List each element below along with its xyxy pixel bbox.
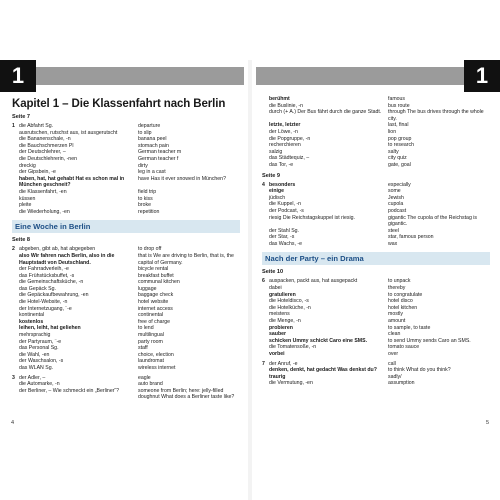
german-term: der Star, -s (269, 234, 295, 241)
vocab-entry (262, 278, 490, 285)
german-term: die Kuppel, -n (269, 201, 302, 208)
exercise-number (12, 253, 19, 266)
german-term: dabei (269, 285, 282, 292)
vocab-entry (12, 189, 240, 196)
german-term: haben, hat, hat gehabt Hat es schon mal in München geschneit? (19, 175, 125, 189)
vocab-entry (12, 143, 240, 150)
vocab-entry (262, 234, 490, 241)
exercise-number (12, 189, 19, 196)
german-term: das Gepäck Sg. (19, 285, 56, 292)
exercise-number (12, 325, 19, 332)
exercise-number (262, 234, 269, 241)
exercise-number (12, 299, 19, 306)
exercise-number (12, 306, 19, 313)
english-translation: gate, goal (388, 161, 411, 168)
german-term: die Buslinie, -n (269, 102, 304, 109)
vocab-entry (262, 361, 490, 368)
german-term: die Tomatensoße, -n (269, 344, 317, 351)
german-term: der Gipsbein, -e (19, 169, 56, 176)
german-term: also Wir fahren nach Berlin, also in die Hauptstadt von Deutschland. (19, 252, 115, 266)
exercise-number (12, 130, 19, 137)
exercise-number (12, 136, 19, 143)
exercise-number: 4 (262, 181, 265, 188)
english-translation: free of charge (138, 318, 171, 325)
vocab-entry (262, 201, 490, 208)
german-term: schicken Ummy schickt Caro eine SMS. (269, 337, 368, 344)
vocab-entry (262, 285, 490, 292)
exercise-number: 3 (12, 374, 15, 381)
vocab-entry (262, 380, 490, 387)
english-translation: broke (138, 202, 151, 209)
vocab-entry (262, 325, 490, 332)
german-term: der Stahl Sg. (269, 227, 299, 234)
vocab-entry (262, 318, 490, 325)
exercise-number (262, 338, 269, 345)
german-term: die Bauchschmerzen Pl (19, 142, 74, 149)
german-term: meistens (269, 311, 290, 318)
german-term: die Wahl, -en (19, 351, 50, 358)
vocab-entry (262, 188, 490, 195)
english-translation: luggage (138, 285, 157, 292)
english-translation: to congratulate (388, 291, 423, 298)
english-translation: leg in a cast (138, 169, 166, 176)
english-translation: stomach pain (138, 142, 169, 149)
german-term: die Abfahrt Sg. (19, 123, 54, 129)
exercise-number (262, 109, 269, 122)
english-translation: wax (388, 240, 398, 247)
english-translation: hotel disco (388, 298, 413, 305)
vocab-entry (12, 209, 240, 216)
german-term: das Städtequiz, – (269, 155, 310, 162)
vocab-entry (12, 136, 240, 143)
vocab-entry (262, 155, 490, 162)
exercise-number (12, 332, 19, 339)
vocab-entry (12, 375, 240, 382)
vocab-entry (12, 196, 240, 203)
english-translation: amount (388, 318, 406, 325)
page-number-right: 5 (485, 420, 489, 426)
vocab-entry (12, 358, 240, 365)
page-reference: Seite 7 (12, 114, 31, 120)
exercise-number (262, 215, 269, 228)
english-translation: internet access (138, 305, 173, 312)
english-translation: podcast (388, 207, 407, 214)
exercise-number (262, 344, 269, 351)
vocab-entry (262, 351, 490, 358)
english-translation: to drop off (138, 246, 162, 253)
english-translation: Jewish (388, 194, 404, 201)
english-translation: to send Ummy sends Caro an SMS. (388, 337, 471, 344)
page-reference: Seite 10 (262, 269, 284, 276)
exercise-number (12, 352, 19, 359)
vocab-entry (262, 311, 490, 318)
german-term: besonders (269, 181, 296, 188)
german-term: mehrsprachig (19, 332, 51, 339)
german-term: pleite (19, 202, 32, 209)
english-translation: clean (388, 331, 401, 338)
german-term: die Automarke, -n (19, 381, 60, 388)
vocab-entry (262, 96, 490, 103)
exercise-number (262, 129, 269, 136)
german-term: probieren (269, 324, 293, 331)
vocab-entry (262, 338, 490, 345)
vocab-entry (262, 208, 490, 215)
vocab-entry (12, 319, 240, 326)
german-term: der Podcast, -s (269, 207, 304, 214)
english-translation: steel (388, 227, 399, 234)
vocab-entry (262, 103, 490, 110)
english-translation: famous (388, 96, 406, 102)
exercise-number (12, 339, 19, 346)
right-vocab-list (262, 96, 490, 387)
exercise-number (12, 292, 19, 299)
vocab-entry (12, 123, 240, 130)
german-term: küssen (19, 195, 36, 202)
english-translation: hotel kitchen (388, 304, 418, 311)
vocab-entry (262, 241, 490, 248)
german-term: der Deutschlehrer, – (19, 149, 66, 156)
vocab-entry (12, 299, 240, 306)
english-translation: especially (388, 181, 411, 188)
section-heading: Nach der Party – ein Drama (262, 252, 490, 265)
english-translation: to think What do you think? (388, 367, 451, 374)
vocab-entry (262, 109, 490, 122)
exercise-number (12, 365, 19, 372)
exercise-number: 6 (262, 278, 265, 285)
vocab-entry (12, 202, 240, 209)
english-translation: breakfast buffet (138, 272, 174, 279)
exercise-number (262, 155, 269, 162)
german-term: die Menge, -n (269, 318, 301, 325)
english-translation: cupola (388, 201, 404, 208)
english-translation: field trip (138, 188, 157, 195)
german-term: die Wiederholung, -en (19, 208, 70, 215)
exercise-number (262, 195, 269, 202)
english-translation: to unpack (388, 278, 411, 285)
english-translation: through The bus drives through the whole city. (388, 109, 484, 122)
english-translation: wireless internet (138, 365, 176, 371)
vocab-entry (12, 365, 240, 372)
german-term: ausrutschen, rutschst aus, ist ausgerutscht (19, 129, 118, 136)
exercise-number (262, 311, 269, 318)
english-translation: eagle (138, 374, 151, 381)
exercise-number (12, 312, 19, 319)
german-term: auspacken, packt aus, hat ausgepackt (269, 278, 358, 285)
german-term: die Hoteldisco, -s (269, 298, 309, 305)
exercise-number (262, 325, 269, 332)
english-translation: someone from Berlin; here: jelly-filled doughnut What does a Berliner taste like? (138, 387, 235, 401)
vocab-entry (12, 273, 240, 280)
vocab-entry (262, 162, 490, 169)
left-page-column (12, 96, 240, 401)
vocab-entry (262, 292, 490, 299)
chapter-band-left (0, 67, 244, 85)
german-term: die Gepäckaufbewahrung, -en (19, 292, 89, 299)
german-term: traurig (269, 373, 286, 380)
german-term: das Frühstücksbuffet, -s (19, 272, 75, 279)
german-term: kontinental (19, 312, 45, 319)
vocab-entry (262, 129, 490, 136)
exercise-number (262, 241, 269, 248)
english-translation: sadly/ (388, 373, 402, 380)
exercise-number (262, 188, 269, 195)
vocab-entry (262, 215, 490, 228)
exercise-number (262, 149, 269, 156)
vocab-entry (12, 292, 240, 299)
english-translation: lion (388, 128, 397, 135)
german-term: das Personal Sg. (19, 345, 59, 352)
english-translation: that is We are driving to Berlin, that is, the capital of Germany. (138, 252, 234, 266)
vocab-entry (262, 182, 490, 189)
german-term: der Berliner, – Wie schmeckt ein „Berliner“? (19, 387, 120, 394)
german-term: die Klassenfahrt, -en (19, 188, 67, 195)
german-term: salzig (269, 148, 283, 155)
german-term: gratulieren (269, 291, 296, 298)
english-translation: over (388, 351, 399, 357)
english-translation: call (388, 360, 396, 367)
english-translation: bus route (388, 102, 410, 109)
exercise-number (262, 305, 269, 312)
german-term: das Wachs, -e (269, 240, 302, 247)
english-translation: German teacher m (138, 149, 182, 156)
german-term: berühmt (269, 96, 290, 102)
vocab-entry (12, 163, 240, 170)
german-term: durch (+ A.) Der Bus fährt durch die ganze Stadt. (269, 109, 382, 116)
english-translation: salty (388, 148, 399, 155)
german-term: das Tor, -e (269, 161, 294, 168)
english-translation: departure (138, 123, 161, 129)
german-term: die Gemeinschaftsküche, -n (19, 279, 84, 286)
exercise-number (262, 136, 269, 143)
english-translation: laundromat (138, 358, 164, 365)
english-translation: auto brand (138, 381, 163, 388)
exercise-number (12, 381, 19, 388)
exercise-number (262, 298, 269, 305)
english-translation: choice, election (138, 351, 174, 358)
exercise-number (262, 374, 269, 381)
page-reference: Seite 8 (12, 237, 31, 244)
vocab-entry (12, 176, 240, 189)
english-translation: baggage check (138, 292, 174, 299)
exercise-number (12, 358, 19, 365)
exercise-number (12, 176, 19, 189)
english-translation: to kiss (138, 195, 153, 202)
vocab-entry (12, 279, 240, 286)
vocab-entry (12, 266, 240, 273)
vocab-entry (12, 312, 240, 319)
exercise-number (12, 202, 19, 209)
german-term: recherchieren (269, 142, 301, 149)
exercise-number (262, 351, 269, 358)
exercise-number (12, 388, 19, 401)
english-translation: continental (138, 312, 164, 319)
german-term: leihen, leiht, hat geliehen (19, 325, 81, 332)
english-translation: to sample, to taste (388, 324, 431, 331)
english-translation: star, famous person (388, 234, 434, 241)
page-gutter (248, 60, 252, 500)
vocab-entry (262, 305, 490, 312)
vocab-entry (262, 195, 490, 202)
exercise-number (12, 279, 19, 286)
english-translation: to research (388, 142, 414, 149)
vocab-entry (12, 306, 240, 313)
vocab-entry (12, 156, 240, 163)
vocab-entry (262, 298, 490, 305)
german-term: die Hotelküche, -n (269, 304, 311, 311)
exercise-number (262, 201, 269, 208)
vocab-entry (12, 388, 240, 401)
german-term: der Fahrradverleih, -e (19, 266, 69, 273)
exercise-number (12, 345, 19, 352)
right-page-column (262, 96, 490, 387)
exercise-number (12, 266, 19, 273)
exercise-number (12, 319, 19, 326)
exercise-number (12, 273, 19, 280)
english-translation: hotel website (138, 299, 169, 306)
exercise-number (262, 380, 269, 387)
vocab-entry (262, 122, 490, 129)
english-translation: gigantic The cupola of the Reichstag is gigantic. (388, 214, 478, 228)
exercise-number (12, 169, 19, 176)
english-translation: to lend (138, 325, 154, 332)
german-term: vorbei (269, 351, 285, 357)
german-term: riesig Die Reichstagskuppel ist riesig. (269, 214, 355, 221)
german-term: die Bananenschale, -n (19, 136, 71, 143)
exercise-number (262, 103, 269, 110)
english-translation: bicycle rental (138, 266, 169, 273)
german-term: der Internetzugang, ¨-e (19, 305, 72, 312)
german-term: der Adler, – (19, 374, 46, 381)
english-translation: German teacher f (138, 155, 179, 162)
vocab-entry (12, 325, 240, 332)
german-term: letzte, letzter (269, 122, 301, 129)
german-term: sauber (269, 331, 287, 338)
english-translation: pop group (388, 135, 412, 142)
english-translation: party room (138, 338, 163, 345)
section-heading: Eine Woche in Berlin (12, 220, 240, 233)
english-translation: some (388, 188, 401, 195)
exercise-number (262, 285, 269, 292)
german-term: der Löwe, -n (269, 128, 298, 135)
vocab-entry (262, 344, 490, 351)
vocab-entry (262, 136, 490, 143)
page-reference: Seite 9 (262, 172, 281, 179)
vocab-entry (12, 339, 240, 346)
exercise-number (262, 318, 269, 325)
exercise-number (12, 209, 19, 216)
english-translation: communal kitchen (138, 279, 180, 286)
vocab-entry (12, 253, 240, 266)
english-translation: banana peel (138, 136, 167, 143)
german-term: kostenlos (19, 318, 44, 325)
vocab-entry (262, 142, 490, 149)
exercise-number (12, 286, 19, 293)
german-term: der Partyraum, ¨-e (19, 338, 62, 345)
vocab-entry (262, 331, 490, 338)
english-translation: dirty (138, 162, 148, 169)
english-translation: staff (138, 345, 148, 352)
page-number-left: 4 (11, 420, 15, 426)
english-translation: assumption (388, 380, 415, 387)
vocab-entry (12, 286, 240, 293)
english-translation: thereby (388, 285, 406, 292)
english-translation: last, final (388, 122, 409, 129)
chapter-title: Kapitel 1 – Die Klassenfahrt nach Berlin (12, 98, 226, 110)
exercise-number (262, 142, 269, 149)
exercise-number (262, 122, 269, 129)
vocab-entry (262, 367, 490, 374)
german-term: der Waschsalon, -s (19, 358, 64, 365)
german-term: die Popgruppe, -n (269, 135, 311, 142)
chapter-number-right: 1 (464, 60, 500, 92)
german-term: die Deutschlehrerin, -nen (19, 155, 77, 162)
exercise-number: 1 (12, 123, 15, 129)
vocab-entry (12, 352, 240, 359)
vocab-entry (12, 149, 240, 156)
english-translation: city quiz (388, 155, 407, 162)
exercise-number (12, 149, 19, 156)
exercise-number (12, 143, 19, 150)
english-translation: tomato sauce (388, 344, 420, 351)
vocab-entry (262, 228, 490, 235)
vocab-entry (12, 381, 240, 388)
english-translation: mostly (388, 311, 403, 318)
vocab-entry (262, 149, 490, 156)
exercise-number (12, 196, 19, 203)
german-term: das WLAN Sg. (19, 365, 54, 371)
german-term: jüdisch (269, 194, 286, 201)
german-term: der Anruf, -e (269, 360, 298, 367)
vocab-entry (12, 345, 240, 352)
exercise-number (12, 156, 19, 163)
vocab-entry (12, 246, 240, 253)
exercise-number (12, 163, 19, 170)
exercise-number (262, 331, 269, 338)
german-term: einige (269, 188, 284, 195)
english-translation: to slip (138, 129, 152, 136)
german-term: die Vermutung, -en (269, 380, 313, 387)
exercise-number (262, 162, 269, 169)
exercise-number (262, 228, 269, 235)
german-term: abgeben, gibt ab, hat abgegeben (19, 246, 96, 253)
vocab-entry (12, 130, 240, 137)
vocab-entry (12, 332, 240, 339)
vocab-entry (12, 169, 240, 176)
left-vocab-list (12, 114, 240, 401)
vocab-entry (262, 374, 490, 381)
exercise-number (262, 208, 269, 215)
chapter-number-left: 1 (0, 60, 36, 92)
exercise-number: 7 (262, 360, 265, 367)
english-translation: repetition (138, 208, 160, 215)
exercise-number (262, 96, 269, 103)
english-translation: multilingual (138, 332, 164, 339)
german-term: die Hotel-Website, -n (19, 299, 68, 306)
exercise-number: 2 (12, 246, 15, 253)
german-term: dreckig (19, 162, 36, 169)
english-translation: have Has it ever snowed in München? (138, 175, 226, 182)
exercise-number (262, 367, 269, 374)
german-term: denken, denkt, hat gedacht Was denkst du? (269, 367, 377, 374)
exercise-number (262, 292, 269, 299)
